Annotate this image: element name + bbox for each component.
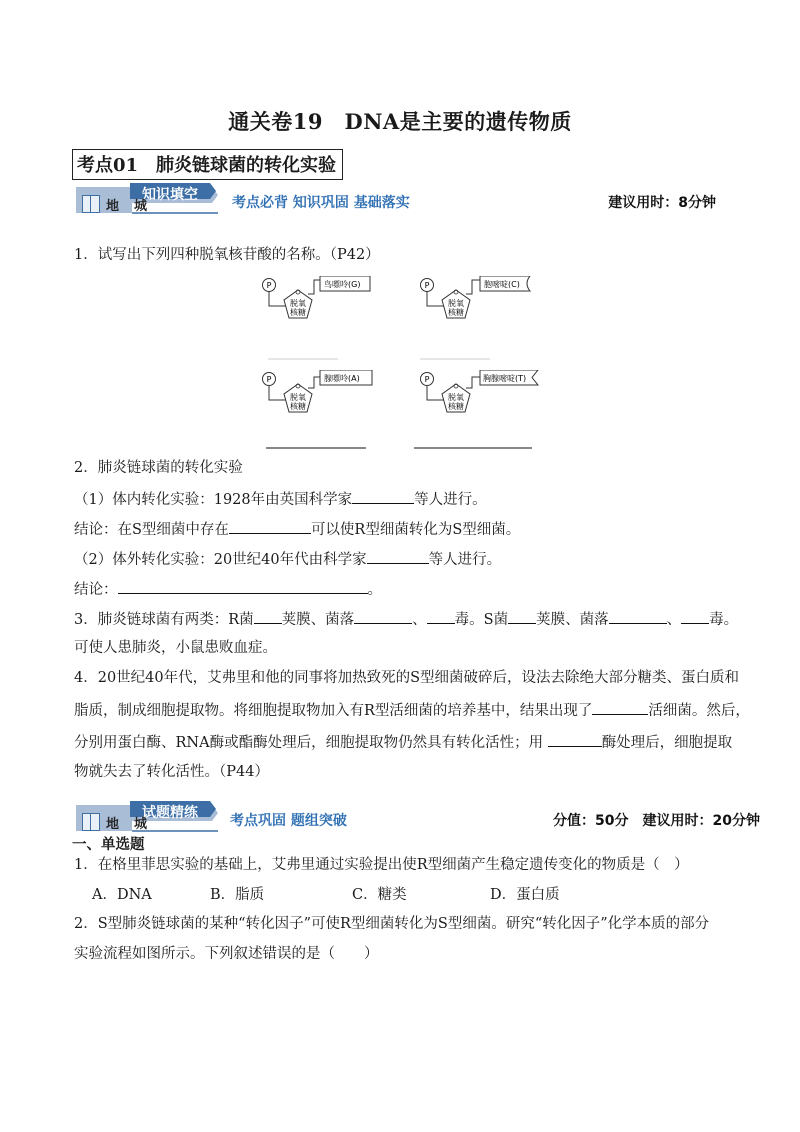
- answer-blank-1b: [420, 346, 490, 365]
- question-2-line-3: （2）体外转化实验：20世纪40年代由科学家 等人进行。: [74, 548, 501, 570]
- svg-text:P: P: [266, 375, 272, 384]
- banner-dw-label: 地 城: [106, 199, 149, 214]
- phosphate-label: P: [266, 281, 272, 290]
- fill-blank[interactable]: [548, 731, 602, 747]
- mc-option-d[interactable]: D．蛋白质: [490, 887, 560, 903]
- page-title: 通关卷19 DNA是主要的遗传物质: [228, 109, 572, 134]
- svg-text:核糖: 核糖: [290, 308, 306, 317]
- mc-option-b[interactable]: B．脂质: [210, 887, 265, 903]
- question-4-line-1: 4．20世纪40年代，艾弗里和他的同事将加热致死的S型细菌破碎后，设法去除绝大部分糖类、蛋白质和: [74, 670, 740, 686]
- answer-blank-1c: [266, 435, 366, 454]
- answer-blank-1d: [414, 435, 532, 454]
- question-1-text: 1．试写出下列四种脱氧核苷酸的名称。（P42）: [74, 247, 380, 263]
- fill-blank[interactable]: [609, 608, 667, 624]
- banner-dw-label: 地 城: [106, 817, 149, 832]
- mc-question-1-stem: 1．在格里菲思实验的基础上，艾弗里通过实验提出使R型细菌产生稳定遗传变化的物质是（ ）: [74, 857, 689, 873]
- fill-blank[interactable]: [367, 548, 429, 564]
- question-3-line-1: 3．肺炎链球菌有两类：R菌 荚膜、菌落 、 毒。S菌 荚膜、菌落 、 毒。: [74, 608, 738, 630]
- fill-blank[interactable]: [118, 578, 368, 594]
- book-icon: [82, 813, 100, 831]
- fill-blank[interactable]: [229, 518, 311, 534]
- fill-blank[interactable]: [427, 608, 455, 624]
- banner-score-time: 分值：50分 建议用时：20分钟: [553, 813, 760, 829]
- question-2-line-4: 结论： 。: [74, 578, 382, 600]
- fill-blank[interactable]: [681, 608, 709, 624]
- answer-blank-1a: [268, 346, 338, 365]
- fill-blank[interactable]: [352, 488, 414, 504]
- section-banner-knowledge: [72, 183, 762, 217]
- base-label-G: 鸟嘌呤(G): [324, 280, 361, 289]
- svg-text:核糖: 核糖: [290, 402, 306, 411]
- mc-question-2-line-1: 2．S型肺炎链球菌的某种“转化因子”可使R型细菌转化为S型细菌。研究“转化因子”化学本质的部分: [74, 916, 710, 932]
- section-heading: 一、单选题: [72, 836, 145, 853]
- svg-text:核糖: 核糖: [448, 308, 464, 317]
- base-label-A: 腺嘌呤(A): [324, 374, 360, 383]
- banner-subtitle: 考点巩固 题组突破: [230, 813, 347, 829]
- fill-blank[interactable]: [592, 699, 648, 715]
- svg-text:P: P: [424, 281, 430, 290]
- question-2-line-2: 结论：在S型细菌中存在 可以使R型细菌转化为S型细菌。: [74, 518, 520, 540]
- nucleotide-diagram-C: [418, 276, 538, 330]
- question-4-line-3: 分别用蛋白酶、RNA酶或酯酶处理后，细胞提取物仍然具有转化活性；用 酶处理后，细胞提取: [74, 731, 732, 753]
- fill-blank[interactable]: [254, 608, 282, 624]
- nucleotide-diagram-T: [418, 370, 542, 424]
- mc-option-c[interactable]: C．糖类: [352, 887, 407, 903]
- banner-subtitle: 考点必背 知识巩固 基础落实: [232, 195, 410, 211]
- fill-blank[interactable]: [354, 608, 412, 624]
- svg-text:脱氧: 脱氧: [448, 393, 464, 402]
- fill-blank[interactable]: [508, 608, 536, 624]
- banner-tab-label: 试题精练: [142, 805, 198, 821]
- section-banner-practice: [72, 801, 762, 835]
- book-icon: [82, 195, 100, 213]
- base-label-T: 胸腺嘧啶(T): [483, 374, 527, 383]
- question-2-heading: 2．肺炎链球菌的转化实验: [74, 460, 243, 476]
- topic-heading: 考点01 肺炎链球菌的转化实验: [72, 149, 343, 180]
- svg-text:P: P: [424, 375, 430, 384]
- question-4-line-2: 脂质，制成细胞提取物。将细胞提取物加入有R型活细菌的培养基中，结果出现了 活细菌。然后，: [74, 699, 750, 721]
- mc-option-a[interactable]: A．DNA: [92, 887, 152, 903]
- svg-text:脱氧: 脱氧: [448, 299, 464, 308]
- banner-tab-label: 知识填空: [142, 187, 198, 203]
- svg-text:脱氧: 脱氧: [290, 299, 306, 308]
- question-4-line-4: 物就失去了转化活性。（P44）: [74, 764, 269, 780]
- question-3-line-2: 可使人患肺炎，小鼠患败血症。: [74, 640, 277, 656]
- svg-text:脱氧: 脱氧: [290, 393, 306, 402]
- base-label-C: 胞嘧啶(C): [484, 280, 520, 289]
- nucleotide-diagram-A: [260, 370, 380, 424]
- nucleotide-diagram-G: [260, 276, 380, 330]
- banner-time: 建议用时：8分钟: [608, 195, 716, 211]
- mc-question-2-line-2: 实验流程如图所示。下列叙述错误的是（ ）: [74, 946, 379, 962]
- svg-text:核糖: 核糖: [448, 402, 464, 411]
- question-2-line-1: （1）体内转化实验：1928年由英国科学家 等人进行。: [74, 488, 487, 510]
